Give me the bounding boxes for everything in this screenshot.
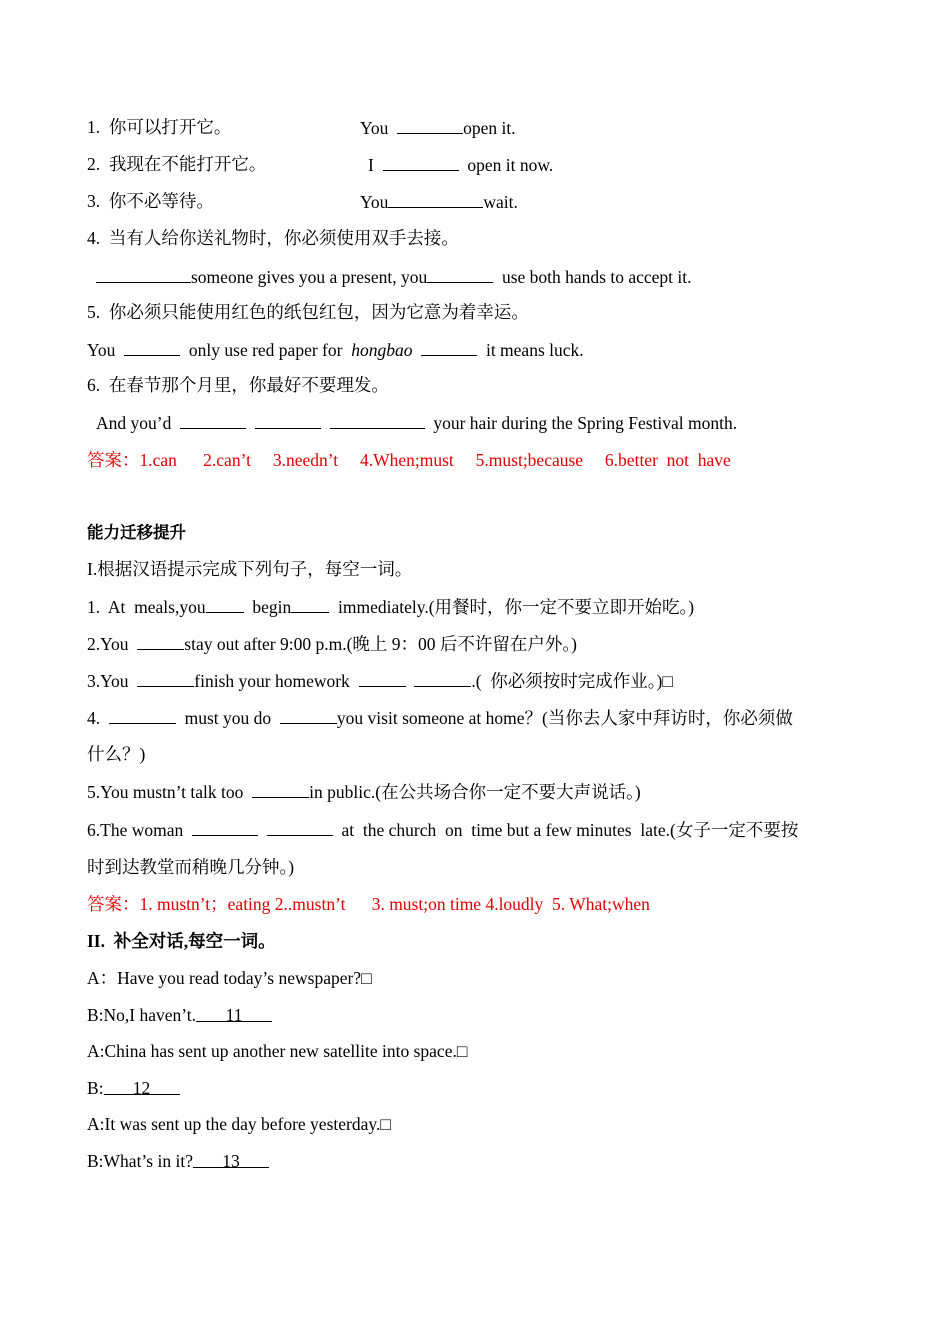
q5-en-a: You [87, 340, 125, 360]
s6-b: at the church on time but a few minutes late.(女子一定不要按 [332, 820, 799, 840]
blank [421, 338, 477, 356]
s5-a: 5.You mustn’t talk too [87, 782, 253, 802]
dialog-4-num: 12 [132, 1078, 151, 1098]
s2 [87, 632, 577, 655]
blank [252, 780, 309, 798]
q6-cn: 6. 在春节那个月里，你最好不要理发。 [87, 375, 389, 395]
blank [96, 265, 191, 283]
s5 [87, 780, 641, 803]
s2-b: stay out after 9:00 p.m.(晚上 9：00 后不许留在户外。) [184, 634, 577, 654]
s4 [87, 706, 793, 729]
s6 [87, 818, 798, 841]
dialog-4-a: B: [87, 1078, 104, 1098]
s3-a: 3.You [87, 671, 138, 691]
dialog-2-num: 11 [225, 1005, 243, 1025]
blank [359, 669, 406, 687]
q1-en-a: You [360, 118, 398, 138]
q1-en-b: open it. [463, 118, 516, 138]
dialog-5: A:It was sent up the day before yesterday.□ [87, 1114, 391, 1134]
dialog-6-blank [193, 1150, 269, 1171]
blank [255, 411, 321, 429]
q5-cn: 5. 你必须只能使用红色的纸包红包，因为它意为着幸运。 [87, 302, 529, 322]
dialog-6-a: B:What’s in it? [87, 1151, 193, 1171]
q4-en-b: use both hands to accept it. [493, 267, 692, 287]
q2-en [368, 153, 553, 176]
s1-a: 1. At meals,you [87, 597, 206, 617]
q3-en [360, 190, 518, 213]
dialog-2-blank [196, 1004, 272, 1025]
q2-cn: 2. 我现在不能打开它。 [87, 154, 267, 174]
blank [137, 632, 184, 650]
blank [180, 411, 246, 429]
section-heading: 能力迁移提升 [87, 523, 186, 542]
q3-en-b: wait. [483, 192, 518, 212]
blank [388, 190, 483, 208]
part1-title: I.根据汉语提示完成下列句子，每空一词。 [87, 559, 413, 579]
blank [414, 669, 471, 687]
s3-b: finish your homework [194, 671, 359, 691]
s3 [87, 669, 673, 692]
s5-b: in public.(在公共场合你一定不要大声说话。) [309, 782, 641, 802]
s3-c: .( 你必须按时完成作业。)□ [471, 671, 673, 691]
q3-cn: 3. 你不必等待。 [87, 191, 214, 211]
answer-b: 答案：1. mustn’t；eating 2..mustn’t 3. must;on time 4.loudly 5. What;when [87, 894, 650, 914]
q4-en [96, 265, 692, 288]
blank [330, 411, 425, 429]
q1-cn: 1. 你可以打开它。 [87, 117, 232, 137]
q6-en-b: your hair during the Spring Festival month. [424, 413, 738, 433]
s1 [87, 595, 694, 618]
s1-b: begin [243, 597, 292, 617]
part2-title [87, 930, 276, 952]
q5-en [87, 338, 584, 361]
dialog-1: A：Have you read today’s newspaper?□ [87, 968, 372, 988]
s1-c: immediately.(用餐时，你一定不要立即开始吃。) [329, 597, 695, 617]
q2-en-a: I [368, 155, 383, 175]
blank [206, 595, 244, 613]
blank [109, 706, 176, 724]
q2-en-b: open it now. [458, 155, 554, 175]
dialog-2 [87, 1004, 272, 1026]
blank [280, 706, 337, 724]
dialog-3: A:China has sent up another new satellite into space.□ [87, 1041, 468, 1061]
s4-cont: 什么？) [87, 744, 146, 764]
dialog-6 [87, 1150, 269, 1172]
s6-a: 6.The woman [87, 820, 192, 840]
dialog-4 [87, 1077, 180, 1099]
blank [124, 338, 180, 356]
blank [427, 265, 493, 283]
part2-title-text: II. 补全对话,每空一词。 [87, 931, 276, 951]
blank [267, 818, 333, 836]
s4-b: must you do [175, 708, 280, 728]
s6-cont: 时到达教堂而稍晚几分钟。) [87, 857, 295, 877]
blank [192, 818, 258, 836]
q4-cn: 4. 当有人给你送礼物时，你必须使用双手去接。 [87, 228, 459, 248]
dialog-6-num: 13 [222, 1151, 240, 1171]
blank [397, 116, 463, 134]
q5-en-italic: hongbao [351, 340, 413, 360]
dialog-2-a: B:No,I haven’t. [87, 1005, 197, 1025]
blank [137, 669, 194, 687]
q6-en-a: And you’d [96, 413, 181, 433]
blank [383, 153, 459, 171]
q4-en-a: someone gives you a present, you [191, 267, 428, 287]
s4-c: you visit someone at home？(当你去人家中拜访时，你必须做 [336, 708, 793, 728]
s2-a: 2.You [87, 634, 138, 654]
blank [291, 595, 329, 613]
q3-en-a: You [360, 192, 389, 212]
answer-a: 答案：1.can 2.can’t 3.needn’t 4.When;must 5.must;because 6.better not have [87, 450, 731, 470]
q5-en-b: only use red paper for [180, 340, 352, 360]
s4-a: 4. [87, 708, 109, 728]
dialog-4-blank [104, 1077, 180, 1098]
q1-en [360, 116, 516, 139]
q6-en [96, 411, 737, 434]
q5-en-c: it means luck. [477, 340, 584, 360]
